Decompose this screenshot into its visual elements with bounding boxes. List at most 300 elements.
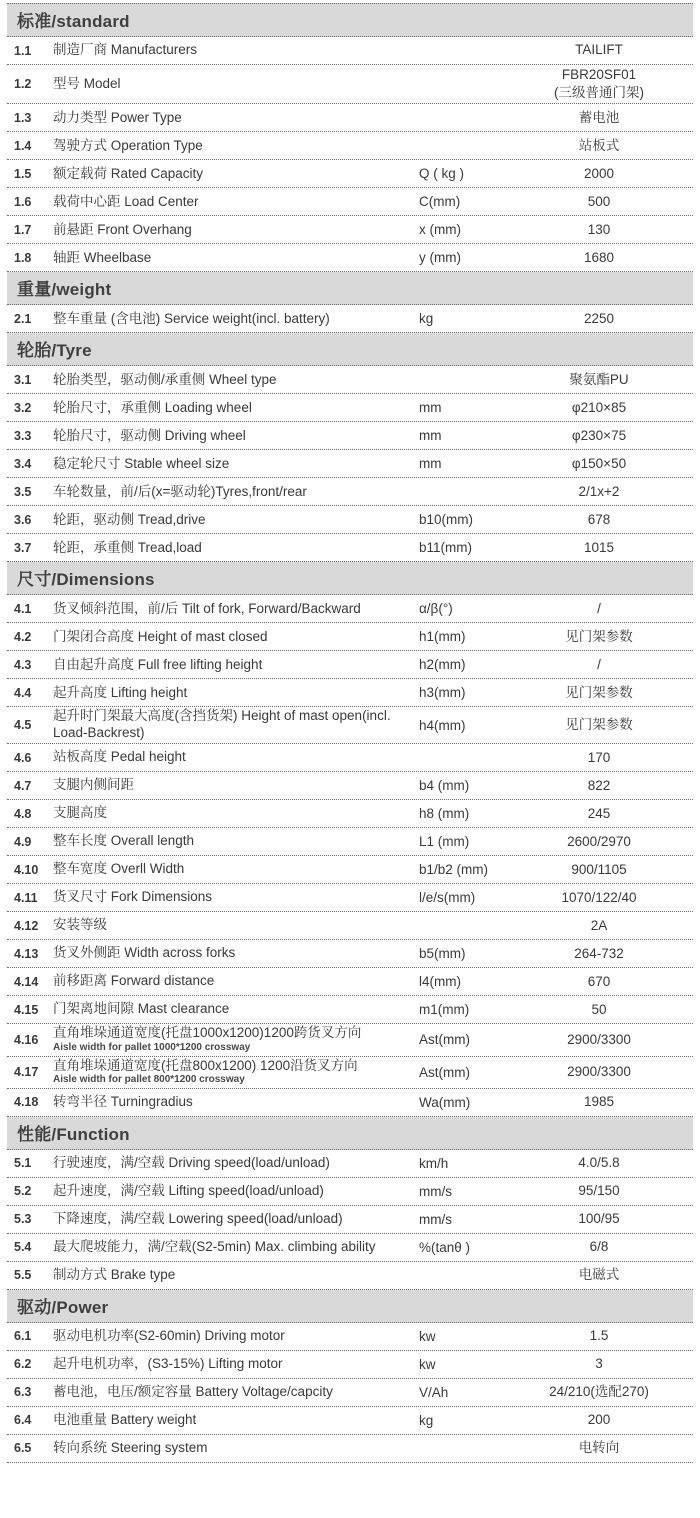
row-number: 6.1 [14,1329,32,1344]
section-rows [7,366,693,562]
row-unit: km/h [419,1155,449,1171]
table-row [7,305,693,333]
row-value [511,1355,693,1373]
table-row [7,595,693,623]
row-description [53,372,419,389]
table-row [7,65,693,104]
row-description-main: 轴距 Wheelbase [53,249,152,265]
row-description [53,1211,419,1228]
table-row [7,1407,693,1435]
row-number: 5.4 [14,1240,32,1255]
row-value [511,455,693,473]
spec-section [7,1290,693,1463]
row-number: 1.1 [14,43,32,58]
row-value-main: 电磁式 [578,1267,620,1283]
row-description [53,110,419,127]
row-unit: Q ( kg ) [419,166,465,182]
row-description [53,1183,419,1200]
row-unit: Wa(mm) [419,1094,471,1110]
row-description-main: 整车重量 (含电池) Service weight(incl. battery) [53,310,330,326]
row-unit: mm [419,456,442,472]
table-row [7,188,693,216]
row-number: 1.7 [14,222,32,237]
table-row [7,1435,693,1463]
row-value [511,109,693,127]
row-description-main: 下降速度，满/空载 Lowering speed(load/unload) [53,1211,343,1226]
row-value [511,137,693,155]
row-value [511,1411,693,1429]
table-row [7,1024,693,1056]
row-description [53,428,419,445]
table-row [7,707,693,744]
row-description-main: 货叉尺寸 Fork Dimensions [53,889,213,905]
row-description [53,749,419,766]
row-description-main: 自由起升高度 Full free lifting height [53,656,263,672]
row-description [53,805,419,822]
row-description [53,512,419,529]
row-number: 4.15 [14,1002,39,1017]
row-number: 4.14 [14,974,39,989]
table-row [7,828,693,856]
row-description-main: 起升高度 Lifting height [53,684,188,700]
row-value [511,973,693,991]
row-value [511,539,693,557]
table-row [7,800,693,828]
row-unit: C(mm) [419,194,461,210]
row-description-main: 起升速度，满/空载 Lifting speed(load/unload) [53,1183,324,1198]
section-title: 尺寸/Dimensions [17,570,155,590]
row-value [511,1031,693,1049]
row-description-main: 门架闭合高度 Height of mast closed [53,628,268,644]
row-description [53,889,419,906]
row-description-main: 整车长度 Overall length [53,833,195,849]
row-description [53,250,419,267]
section-title: 轮胎/Tyre [17,341,92,361]
row-number: 3.3 [14,428,32,443]
row-description-main: 型号 Model [53,75,121,91]
row-number: 5.1 [14,1156,32,1171]
row-description-main: 转弯半径 Turningradius [53,1094,193,1109]
row-description-main: 起升时门架最大高度(含挡货架) Height of mast open(incl. Load-Backrest) [53,708,391,741]
row-description [53,1356,419,1373]
row-unit: l/e/s(mm) [419,890,476,906]
row-description [53,1412,419,1429]
row-description [53,945,419,962]
row-value-main: 1680 [583,249,615,265]
table-row [7,450,693,478]
row-value [511,889,693,907]
row-description-main: 货叉外侧距 Width across forks [53,945,236,961]
spec-section [7,1117,693,1290]
row-value [511,165,693,183]
row-description-main: 安装等级 [53,917,107,933]
row-value-main: 见门架参数 [565,684,633,700]
row-number: 5.3 [14,1212,32,1227]
row-value [511,1327,693,1345]
row-description [53,1025,419,1054]
row-description [53,657,419,674]
row-number: 5.5 [14,1268,32,1283]
row-description [53,138,419,155]
row-description-main: 轮距，承重侧 Tread,load [53,539,202,555]
row-value-main: φ150×50 [571,455,627,471]
row-value [511,684,693,702]
row-value-main: FBR20SF01 [561,67,637,82]
row-value [511,1182,693,1200]
row-description-main: 轮距，驱动侧 Tread,drive [53,511,206,527]
section-header [7,1117,693,1150]
row-value [511,310,693,328]
row-description [53,540,419,557]
row-description-main: 载荷中心距 Load Center [53,193,199,209]
row-description [53,708,419,742]
row-number: 6.2 [14,1357,32,1372]
row-value [511,1210,693,1228]
row-value-main: 6/8 [589,1239,609,1255]
row-description [53,456,419,473]
row-value-main: 822 [587,777,611,793]
row-value-main: 聚氨酯PU [569,371,629,387]
row-description [53,833,419,850]
table-row [7,132,693,160]
table-row [7,1057,693,1089]
row-number: 4.4 [14,685,32,700]
row-description-main: 蓄电池，电压/额定容量 Battery Voltage/capcity [53,1384,333,1399]
row-value [511,511,693,529]
row-number: 3.5 [14,484,32,499]
row-unit: L1 (mm) [419,834,470,850]
table-row [7,534,693,562]
table-row [7,772,693,800]
table-row [7,104,693,132]
row-value-sub: (三级普通门架) [554,85,644,101]
row-value-main: 500 [587,193,611,209]
row-description-sub: Aisle width for pallet 1000*1200 crossway [53,1042,251,1054]
row-value-main: φ210×85 [571,399,627,415]
table-row [7,1178,693,1206]
row-description-main: 前悬距 Front Overhang [53,221,192,237]
section-header [7,3,693,37]
row-value [511,1154,693,1172]
row-description [53,1239,419,1256]
row-value [511,371,693,389]
table-row [7,478,693,506]
row-unit: mm [419,428,442,444]
table-row [7,37,693,65]
row-number: 4.17 [14,1065,39,1080]
row-value-main: 2900/3300 [567,1031,631,1047]
section-title: 重量/weight [17,280,112,300]
row-number: 4.18 [14,1095,39,1110]
row-number: 3.1 [14,372,32,387]
row-unit: kg [419,1412,434,1428]
row-description-main: 直角堆垛通道宽度(托盘800x1200) 1200沿货叉方向 [53,1057,358,1073]
row-description-main: 前移距离 Forward distance [53,973,215,989]
row-description [53,42,419,59]
row-description-main: 直角堆垛通道宽度(托盘1000x1200)1200跨货叉方向 [53,1025,362,1041]
row-value [511,917,693,935]
row-description-main: 站板高度 Pedal height [53,749,186,765]
row-number: 1.3 [14,110,32,125]
row-value-main: 站板式 [578,137,620,153]
row-value [511,41,693,59]
table-row [7,1206,693,1234]
table-row [7,1323,693,1351]
row-description-main: 最大爬坡能力，满/空载(S2-5min) Max. climbing ability [53,1239,376,1254]
row-description [53,76,419,93]
row-number: 1.4 [14,138,32,153]
section-header [7,333,693,366]
table-row [7,856,693,884]
row-number: 4.7 [14,778,32,793]
row-description [53,1328,419,1345]
row-number: 4.8 [14,806,32,821]
row-value-main: 245 [587,805,611,821]
row-description-main: 制动方式 Brake type [53,1267,176,1282]
row-value [511,1238,693,1256]
row-value [511,945,693,963]
spec-table [7,3,693,1463]
section-rows [7,1323,693,1463]
row-value-main: 电转向 [578,1440,620,1456]
row-value-main: 4.0/5.8 [578,1155,620,1171]
table-row [7,1262,693,1290]
row-description-main: 行驶速度，满/空载 Driving speed(load/unload) [53,1155,330,1170]
row-value-main: / [597,600,601,616]
spec-section [7,272,693,333]
row-value [511,483,693,501]
row-description [53,1058,419,1087]
row-description-main: 制造厂商 Manufacturers [53,42,198,58]
row-description-main: 整车宽度 Overll Width [53,861,185,877]
row-number: 1.2 [14,77,32,92]
row-number: 4.13 [14,946,39,961]
row-number: 4.1 [14,601,32,616]
section-rows [7,595,693,1117]
spec-section [7,3,693,272]
section-rows [7,305,693,333]
row-unit: mm [419,400,442,416]
row-number: 3.2 [14,400,32,415]
row-value [511,1063,693,1081]
row-value [511,1266,693,1284]
table-row [7,160,693,188]
row-description-main: 驱动电机功率(S2-60min) Driving motor [53,1328,285,1343]
row-number: 4.16 [14,1032,39,1047]
table-row [7,884,693,912]
row-number: 4.11 [14,890,38,905]
row-value-main: 2600/2970 [567,833,631,849]
row-value-main: 2A [590,917,608,933]
row-description-main: 驾驶方式 Operation Type [53,137,203,153]
row-unit: h8 (mm) [419,806,470,822]
table-row [7,623,693,651]
row-description [53,166,419,183]
row-description-main: 货叉倾斜范围，前/后 Tilt of fork, Forward/Backward [53,600,361,616]
row-description [53,484,419,501]
row-description [53,1094,419,1111]
row-value [511,1093,693,1111]
row-value-main: 24/210(选配270) [549,1384,649,1400]
row-description [53,194,419,211]
row-number: 1.5 [14,166,32,181]
row-value-main: / [597,656,601,672]
row-description [53,685,419,702]
row-value-main: 200 [587,1412,611,1428]
row-value [511,66,693,102]
row-number: 4.2 [14,629,32,644]
row-unit: Ast(mm) [419,1064,470,1080]
row-value [511,716,693,734]
row-description [53,861,419,878]
row-value-main: 678 [587,511,611,527]
row-value-main: φ230×75 [571,427,627,443]
row-value-main: 95/150 [578,1183,620,1199]
row-value-main: 2/1x+2 [578,483,620,499]
table-row [7,968,693,996]
row-value-main: 3 [595,1356,603,1372]
row-unit: Ast(mm) [419,1032,470,1048]
section-header [7,1290,693,1323]
row-value-main: 1.5 [589,1328,609,1344]
table-row [7,366,693,394]
row-value [511,221,693,239]
row-unit: y (mm) [419,250,461,266]
row-number: 3.4 [14,456,32,471]
row-value-main: 900/1105 [571,861,627,877]
row-value [511,249,693,267]
row-unit: l4(mm) [419,974,461,990]
row-description-main: 电池重量 Battery weight [53,1412,197,1427]
row-value [511,1383,693,1401]
table-row [7,912,693,940]
row-unit: b5(mm) [419,946,466,962]
row-description-main: 稳定轮尺寸 Stable wheel size [53,455,230,471]
row-description [53,1267,419,1284]
table-row [7,1351,693,1379]
row-number: 2.1 [14,311,32,326]
row-number: 6.5 [14,1441,32,1456]
row-value [511,193,693,211]
row-unit: b11(mm) [419,540,473,556]
table-row [7,1089,693,1117]
row-description-main: 轮胎尺寸，承重侧 Loading wheel [53,399,252,415]
row-description [53,1001,419,1018]
table-row [7,394,693,422]
row-description-sub: Aisle width for pallet 800*1200 crossway [53,1074,245,1086]
row-unit: b4 (mm) [419,778,470,794]
row-description-main: 支腿高度 [53,805,107,821]
row-description-main: 起升电机功率，(S3-15%) Lifting motor [53,1356,283,1371]
section-title: 驱动/Power [17,1297,109,1317]
row-description [53,917,419,934]
row-description [53,601,419,618]
row-unit: h1(mm) [419,629,466,645]
spec-section [7,333,693,562]
row-unit: x (mm) [419,222,461,238]
row-value-main: 见门架参数 [565,628,633,644]
row-number: 6.4 [14,1413,32,1428]
row-value-main: 1015 [583,539,615,555]
row-number: 4.5 [14,718,32,733]
row-value-main: 2000 [583,165,615,181]
row-number: 3.7 [14,540,32,555]
row-number: 4.9 [14,834,32,849]
row-value [511,656,693,674]
spec-section [7,562,693,1117]
table-row [7,679,693,707]
row-unit: kw [419,1328,436,1344]
row-description [53,1440,419,1457]
row-value [511,1001,693,1019]
row-number: 1.6 [14,194,32,209]
row-number: 1.8 [14,250,32,265]
section-rows [7,37,693,272]
row-value-main: 670 [587,973,611,989]
table-row [7,1379,693,1407]
row-unit: %(tanθ ) [419,1239,471,1255]
row-value [511,861,693,879]
row-value-main: 130 [587,221,611,237]
row-unit: kg [419,311,434,327]
row-number: 4.12 [14,918,39,933]
row-value [511,749,693,767]
row-description-main: 额定载荷 Rated Capacity [53,165,204,181]
row-description [53,222,419,239]
row-value-main: 50 [591,1001,607,1017]
row-value [511,805,693,823]
row-description [53,1155,419,1172]
row-value-main: 1070/122/40 [561,889,637,905]
section-title: 标准/standard [17,12,130,31]
table-row [7,651,693,679]
row-unit: kw [419,1356,436,1372]
row-value-main: 2250 [583,310,615,326]
row-description-main: 动力类型 Power Type [53,109,182,125]
row-value [511,399,693,417]
row-value [511,427,693,445]
row-value [511,1439,693,1457]
row-value-main: 2900/3300 [567,1064,631,1080]
table-row [7,244,693,272]
table-row [7,506,693,534]
table-row [7,1234,693,1262]
table-row [7,744,693,772]
row-value [511,628,693,646]
row-description-main: 轮胎尺寸，驱动侧 Driving wheel [53,427,246,443]
section-rows [7,1150,693,1290]
row-unit: b1/b2 (mm) [419,862,489,878]
section-header [7,562,693,595]
row-unit: h4(mm) [419,717,466,733]
table-row [7,216,693,244]
section-title: 性能/Function [17,1124,130,1144]
row-value-main: 264-732 [574,945,624,961]
row-description-main: 转向系统 Steering system [53,1440,208,1455]
section-header [7,272,693,305]
row-description [53,311,419,328]
row-value-main: 见门架参数 [565,717,633,733]
row-description [53,400,419,417]
row-unit: mm/s [419,1211,452,1227]
row-unit: mm/s [419,1183,452,1199]
row-value-main: TAILIFT [575,42,623,58]
row-description-main: 支腿内侧间距 [53,777,134,793]
row-description [53,1384,419,1401]
row-value-main: 170 [587,749,611,765]
row-unit: h3(mm) [419,685,466,701]
table-row [7,422,693,450]
